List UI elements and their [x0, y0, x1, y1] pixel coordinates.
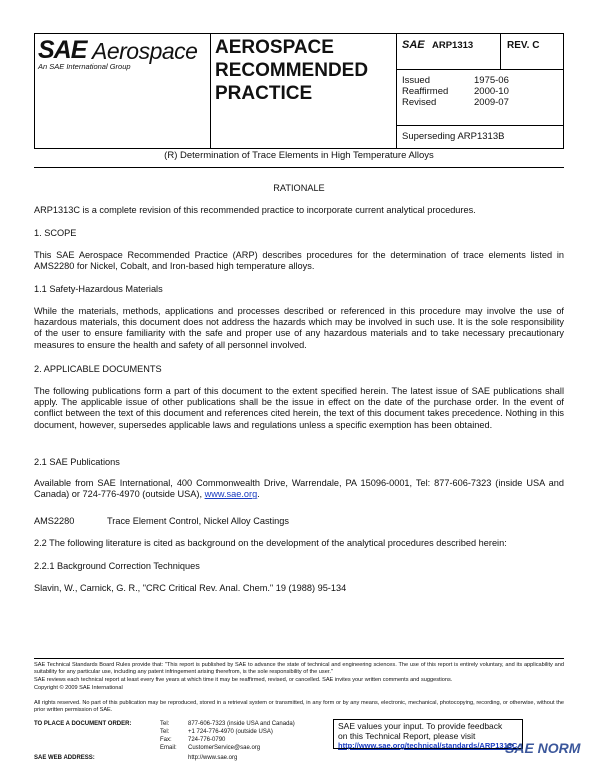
logo-subtitle: An SAE International Group — [38, 62, 131, 71]
sae-logo: SAE — [38, 36, 87, 64]
header-divider — [396, 125, 564, 126]
rationale-text: ARP1313C is a complete revision of this recommended practice to incorporate current analytical procedures. — [34, 205, 476, 215]
footer-rights-text: All rights reserved. No part of this publication may be reproduced, stored in a retrieval system or transmitted, in any form or by any means, electronic, mechanical, photocopying, recording, or otherwise, without the prior written permission of SAE. — [34, 700, 564, 713]
doc-type-line: AEROSPACE — [215, 37, 334, 58]
aerospace-logo-text: Aerospace — [92, 38, 198, 64]
section-2-text: The following publications form a part of this document to the extent specified herein. The latest issue of SAE publications shall apply. The applicable issue of other publications shall be the issue in effect on the date of the purchase order. In the event of conflict between the text of this document and references cited herein, the text of this document takes precedence. Nothing in this document, however, supersedes applicable laws and regulations unless a specific exemption has been obtained. — [34, 386, 564, 430]
reaffirmed-value: 2000-10 — [474, 86, 509, 97]
fax-value: 724-776-0790 — [188, 737, 226, 743]
section-2-2-text: 2.2 The following literature is cited as background on the development of the analytical procedures described herein: — [34, 538, 507, 548]
header-divider — [500, 33, 501, 69]
email-value[interactable]: CustomerService@sae.org — [188, 745, 261, 751]
section-2-1-heading: 2.1 SAE Publications — [34, 457, 120, 467]
section-1-1-text: While the materials, methods, applications and processes described or referenced in this procedure may involve the use of hazardous materials, this document does not address the hazards which may be involved in such use. It is the sole responsibility of the user to ensure familiarity with the safe and proper use of any hazardous materials and to take necessary precautionary measures to ensure the health and safety of all personnel involved. — [34, 306, 564, 350]
tel2-value: +1 724-776-4970 (outside USA) — [188, 729, 273, 735]
email-label: Email: — [160, 745, 177, 751]
order-label: TO PLACE A DOCUMENT ORDER: — [34, 721, 132, 727]
revision-label: REV. C — [507, 40, 540, 51]
superseding-note: Superseding ARP1313B — [402, 131, 505, 142]
tel2-label: Tel: — [160, 729, 170, 735]
ams-code: AMS2280 — [34, 516, 75, 526]
sentence-end: . — [257, 489, 260, 500]
section-2-2-1-heading: 2.2.1 Background Correction Techniques — [34, 561, 200, 571]
rationale-heading: RATIONALE — [273, 183, 325, 193]
tel-value: 877-606-7323 (inside USA and Canada) — [188, 721, 295, 727]
web-value[interactable]: http://www.sae.org — [188, 755, 238, 761]
ams-title: Trace Element Control, Nickel Alloy Castings — [107, 516, 289, 526]
section-1-heading: 1. SCOPE — [34, 228, 77, 238]
revised-label: Revised — [402, 97, 437, 108]
feedback-link[interactable]: http://www.sae.org/technical/standards/ARP1313C — [338, 741, 518, 750]
reference-citation: Slavin, W., Carnick, G. R., "CRC Critical Rev. Anal. Chem." 19 (1988) 95-134 — [34, 583, 347, 593]
feedback-box — [333, 719, 523, 749]
sae-mini-logo: SAE — [402, 39, 425, 51]
header-divider — [396, 69, 564, 70]
issued-value: 1975-06 — [474, 75, 509, 86]
document-number: ARP1313 — [432, 40, 474, 51]
title-underline — [34, 167, 564, 168]
sae-website-link[interactable]: www.sae.org — [204, 489, 258, 500]
feedback-line: SAE values your input. To provide feedback — [338, 721, 503, 731]
footer-copyright: Copyright © 2009 SAE International — [34, 685, 123, 691]
section-1-1-heading: 1.1 Safety-Hazardous Materials — [34, 284, 163, 294]
revised-value: 2009-07 — [474, 97, 509, 108]
tel-label: Tel: — [160, 721, 170, 727]
doc-type-line: PRACTICE — [215, 83, 313, 104]
footer-rules-text: SAE Technical Standards Board Rules provide that: "This report is published by SAE to advance the state of technical and engineering sciences. The use of this report is entirely voluntary, and its applicability and suitability for any particular use, including any patent infringement arising therefrom, is the sole responsibility of the user." — [34, 662, 564, 675]
reaffirmed-label: Reaffirmed — [402, 86, 449, 97]
feedback-line: on this Technical Report, please visit — [338, 730, 476, 741]
header-divider — [396, 33, 397, 149]
issued-label: Issued — [402, 75, 430, 86]
web-label: SAE WEB ADDRESS: — [34, 755, 95, 761]
section-2-heading: 2. APPLICABLE DOCUMENTS — [34, 364, 162, 374]
sae-address-text: Available from SAE International, 400 Commonwealth Drive, Warrendale, PA 15096-0001, Tel: 877-606-7323 (inside USA and Canada) or 724-776-4970 (outside USA), — [34, 478, 564, 500]
document-dates — [402, 75, 509, 108]
section-1-text: This SAE Aerospace Recommended Practice (ARP) describes procedures for the determination of trace elements listed in AMS2280 for Nickel, Cobalt, and Iron-based high temperature alloys. — [34, 250, 564, 272]
footer-divider — [34, 658, 564, 659]
document-type — [215, 36, 390, 105]
section-2-1-text — [34, 478, 564, 500]
doc-type-line: RECOMMENDED — [215, 60, 369, 81]
header-divider — [210, 33, 211, 149]
footer-review-text: SAE reviews each technical report at least every five years at which time it may be reaffirmed, revised, or cancelled. SAE invites your written comments and suggestions. — [34, 677, 453, 683]
document-title: (R) Determination of Trace Elements in High Temperature Alloys — [164, 150, 434, 161]
fax-label: Fax: — [160, 737, 172, 743]
watermark: SAE NORM — [505, 740, 581, 756]
